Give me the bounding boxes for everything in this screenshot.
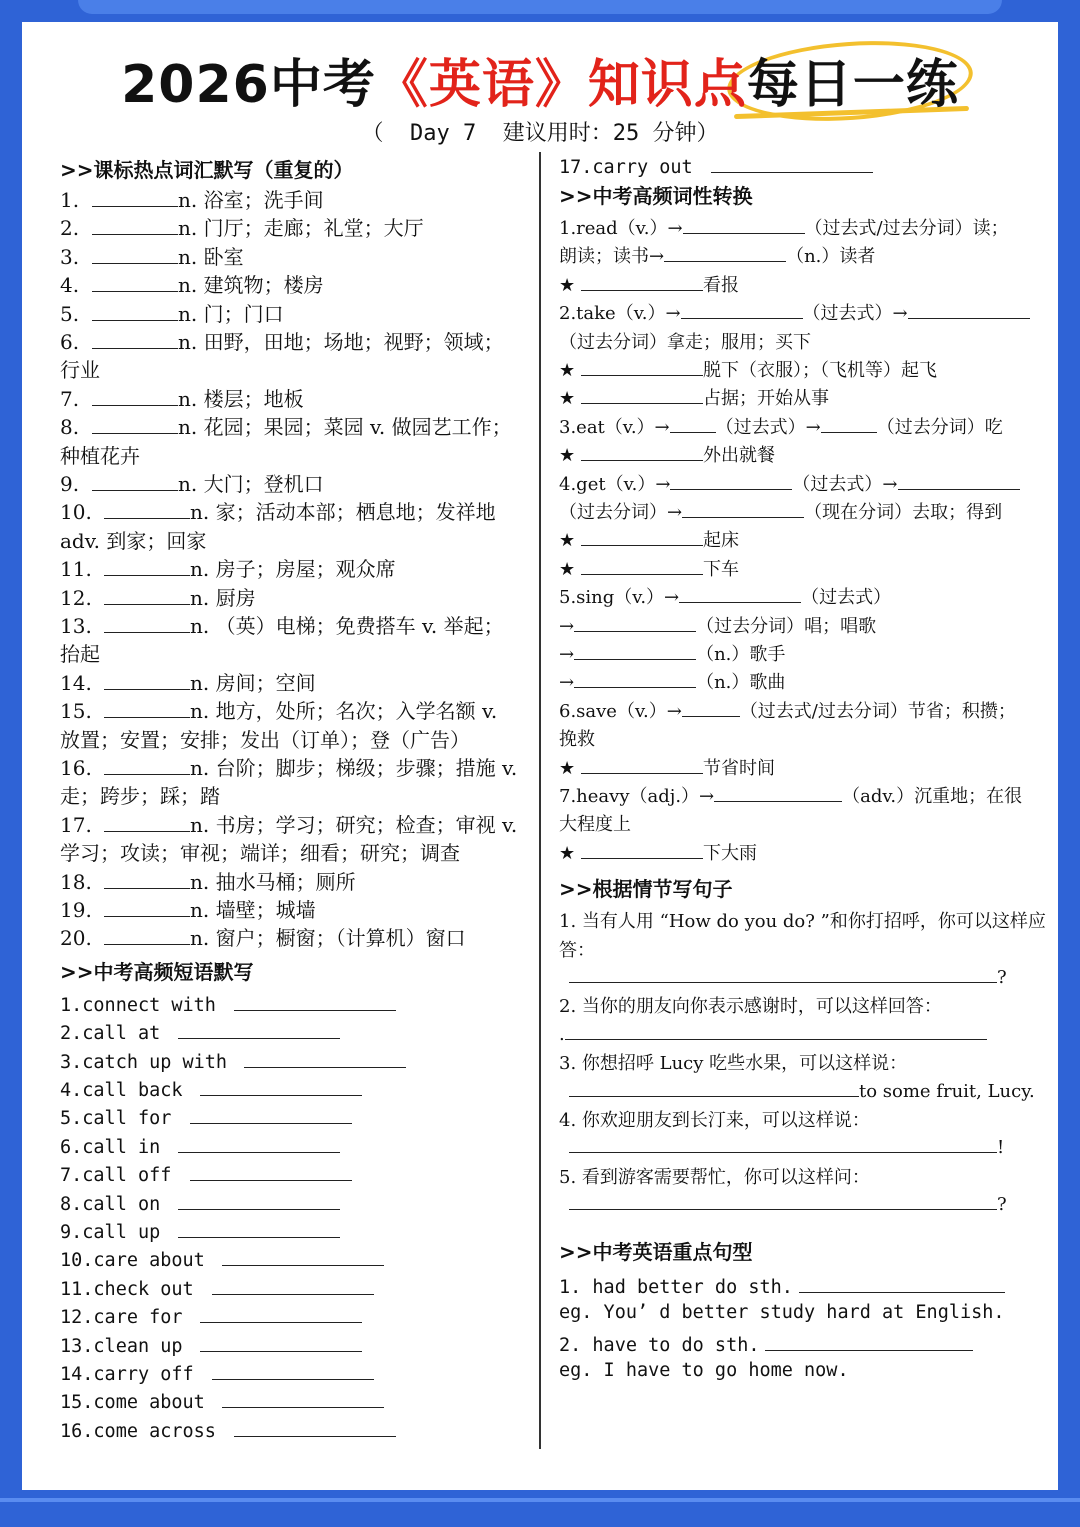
answer-blank[interactable] [92,472,178,491]
sentence-question: 4. 你欢迎朋友到长汀来，可以这样说： [559,1110,870,1131]
conversion-label: （现在分词）去取；得到 [804,502,1003,523]
section-heading-vocab: >>课标热点词汇默写（重复的） [60,158,354,182]
answer-blank[interactable] [908,300,1030,319]
sentence-question: 1. 当有人用 “How do you do? ”和你打招呼，你可以这样应 [559,911,1046,933]
phrase-text: 10.care about [60,1250,205,1272]
conversion-prefix: ★ [559,558,576,580]
vocab-number: 3. [60,244,80,269]
conversion-item [559,612,876,638]
sentence-answer-line [559,1021,987,1045]
vocab-definition: n. 卧室 [178,244,244,269]
vocab-definition: n. 房子；房屋；观众席 [190,557,396,582]
vocab-item [60,383,304,412]
conversion-prefix: 5.sing（v.）→ [559,587,680,609]
answer-blank[interactable] [581,272,703,291]
vocab-number: 10. [60,500,92,525]
answer-blank[interactable] [104,756,190,775]
answer-blank[interactable] [581,527,703,546]
vocab-number: 16. [60,756,92,780]
conversion-prefix: ★ [559,757,576,779]
conversion-item [559,640,785,666]
pattern-text: 1. had better do sth. [559,1276,793,1298]
vocab-item [60,610,504,639]
answer-blank[interactable] [581,755,703,774]
answer-blank[interactable] [711,154,873,173]
answer-blank[interactable] [679,584,801,603]
answer-blank[interactable] [682,499,804,518]
vocab-number: 19. [60,898,92,922]
phrase-item [60,992,396,1016]
vocab-number: 2. [60,216,80,241]
conversion-prefix: 4.get（v.）→ [559,473,671,495]
conversion-prefix: 大程度上 [559,814,631,836]
vocab-item [60,468,324,497]
section-heading-conversion: >>中考高频词性转换 [559,184,753,208]
phrase-item [60,1333,362,1357]
conversion-prefix: （过去分词）拿走；服用；买下 [559,331,811,353]
vocab-number: 4. [60,273,80,298]
answer-blank[interactable] [222,1389,384,1408]
conversion-prefix: → [559,672,575,694]
answer-blank[interactable] [104,813,190,832]
vocab-item [60,411,512,440]
pattern-item [559,1274,1005,1298]
answer-blank[interactable] [244,1049,406,1068]
answer-blank[interactable] [574,669,696,688]
conversion-label: 起床 [703,530,739,552]
conversion-prefix: （过去分词）→ [559,502,683,523]
answer-blank[interactable] [104,500,190,519]
answer-blank[interactable] [670,414,716,433]
answer-end: ? [997,1194,1007,1216]
phrase-text: 8.call on [60,1193,161,1215]
conversion-item [559,697,1016,723]
answer-blank[interactable] [799,1274,1005,1293]
conversion-prefix: ★ [559,388,576,410]
answer-blank[interactable] [212,1361,374,1380]
answer-end: ? [997,967,1007,988]
vocab-number: 7. [60,386,80,411]
conversion-prefix: → [559,615,575,637]
phrase-text: 17.carry out [559,157,693,178]
answer-blank[interactable] [92,415,178,434]
phrase-item [60,1020,340,1044]
phrase-item [60,1361,374,1385]
answer-blank[interactable] [92,245,178,264]
conversion-item [559,384,829,410]
pattern-item [559,1332,973,1356]
conversion-label: 占据；开始从事 [703,388,829,410]
answer-blank[interactable] [581,840,703,859]
answer-blank[interactable] [104,699,190,718]
answer-blank[interactable] [212,1276,374,1295]
vocab-item [60,241,244,270]
answer-blank[interactable] [664,243,786,262]
answer-blank[interactable] [569,964,997,983]
vocab-number: 14. [60,670,92,695]
phrase-item [60,1049,406,1073]
phrase-text: 3.catch up with [60,1051,228,1073]
page-subtitle: （ Day 7 建议用时：25 分钟） [361,121,719,146]
conversion-label: 下大雨 [703,842,757,864]
phrase-text: 2.call at [60,1023,161,1045]
answer-blank[interactable] [178,1219,340,1238]
conversion-item [559,583,891,609]
answer-blank[interactable] [92,330,178,349]
answer-start: . [559,1023,565,1045]
answer-blank[interactable] [821,414,877,433]
answer-blank[interactable] [765,1332,973,1351]
sentence-question: 5. 看到游客需要帮忙，你可以这样问： [559,1166,870,1188]
vocab-definition: n. （英）电梯；免费搭车 v. 举起； [190,614,504,638]
vocab-number: 13. [60,614,92,638]
vocab-item [60,809,517,838]
answer-blank[interactable] [92,387,178,406]
conversion-label: （过去分词）唱；唱歌 [696,615,877,637]
phrase-item [60,1191,340,1215]
phrase-item [60,1219,340,1243]
conversion-item [559,526,739,552]
vocab-item [60,667,316,696]
vocab-definition: n. 建筑物；楼房 [178,273,324,298]
answer-blank[interactable] [104,586,190,605]
answer-blank[interactable] [200,1304,362,1323]
worksheet [22,22,1058,1490]
answer-blank[interactable] [581,357,703,376]
phrase-text: 13.clean up [60,1335,183,1357]
vocab-definition: n. 花园；果园；菜园 v. 做园艺工作； [178,415,512,440]
bottom-bar [0,1490,1080,1527]
phrase-text: 16.come across [60,1420,216,1442]
answer-blank[interactable] [714,783,842,802]
conversion-item [559,725,595,751]
answer-blank[interactable] [670,471,792,490]
conversion-item [559,413,1003,439]
answer-end: to some fruit, Lucy. [859,1080,1035,1102]
vocab-definition: n. 书房；学习；研究；检查；审视 v. [190,812,518,837]
conversion-prefix: → [559,644,575,665]
answer-blank[interactable] [92,302,178,321]
conversion-prefix: 3.eat（v.）→ [559,416,670,438]
answer-blank[interactable] [104,898,190,917]
vocab-item [60,866,356,895]
phrase-item [60,1276,374,1300]
conversion-item [559,271,739,297]
vocab-item [60,184,324,213]
conversion-item [559,470,1020,496]
phrase-text: 5.call for [60,1108,172,1130]
phrase-text: 7.call off [60,1165,172,1187]
phrase-item [60,1162,352,1186]
conversion-label: （n.）歌手 [696,644,786,665]
sentence-answer-line [559,1134,1004,1158]
vocab-item [60,922,466,951]
conversion-item [559,214,1009,240]
phrase-item [60,1418,396,1442]
vocab-definition: n. 地方，处所；名次；入学名额 v. [190,699,498,724]
vocab-definition: n. 门厅；走廊；礼堂；大厅 [178,216,424,241]
answer-blank[interactable] [92,273,178,292]
vocab-item-continued: adv. 到家；回家 [60,528,207,553]
answer-blank[interactable] [683,215,805,234]
vocab-item-continued: 抬起 [60,642,100,667]
conversion-label: （adv.）沉重地；在很 [842,786,1023,807]
answer-blank[interactable] [681,300,803,319]
answer-blank[interactable] [178,1020,340,1039]
conversion-label: （过去式/过去分词）读； [804,218,1009,239]
vocab-number: 1. [60,188,80,212]
answer-blank[interactable] [569,1134,997,1153]
vocab-definition: n. 楼层；地板 [178,386,304,411]
phrase-text: 6.call in [60,1136,161,1158]
conversion-item [559,356,937,382]
answer-blank[interactable] [574,641,696,660]
vocab-item [60,582,256,611]
conversion-label: 外出就餐 [703,445,775,467]
answer-blank[interactable] [569,1078,859,1097]
answer-blank[interactable] [234,1418,396,1437]
vocab-item-continued: 行业 [60,358,100,383]
vocab-definition: n. 浴室；洗手间 [178,188,324,212]
conversion-item [559,668,785,694]
vocab-number: 12. [60,585,92,610]
phrase-text: 9.call up [60,1222,161,1243]
phrase-text: 4.call back [60,1080,183,1101]
conversion-prefix: ★ [559,274,576,296]
phrase-text: 12.care for [60,1307,183,1329]
conversion-label: 看报 [703,274,739,296]
vocab-number: 17. [60,812,92,837]
conversion-label: 节省时间 [703,757,775,779]
answer-blank[interactable] [898,471,1020,490]
conversion-item [559,299,1030,325]
answer-blank[interactable] [104,870,190,889]
vocab-number: 18. [60,869,92,894]
section-heading-phrases: >>中考高频短语默写 [60,959,254,984]
conversion-prefix: 2.take（v.）→ [559,303,681,325]
answer-blank[interactable] [581,556,703,575]
page-title: 2026中考《英语》知识点每日一练 [121,55,959,115]
pattern-example: eg. You’ d better study hard at English. [559,1302,1005,1323]
answer-blank[interactable] [92,188,178,207]
vocab-definition: n. 房间；空间 [190,670,316,695]
vocab-item [60,894,316,923]
sentence-answer-line [559,1078,1035,1102]
conversion-label: （过去式） [801,587,892,609]
vocab-definition: n. 窗户；橱窗；（计算机）窗口 [190,926,466,951]
conversion-label: （过去式）→ [802,303,908,325]
section-heading-patterns: >>中考英语重点句型 [559,1239,753,1264]
sentence-answer-line [559,1191,1007,1215]
conversion-prefix: 1.read（v.）→ [559,218,683,239]
vocab-number: 9. [60,472,80,496]
vocab-item [60,695,497,724]
vocab-definition: n. 田野，田地；场地；视野；领域； [178,330,504,354]
conversion-prefix: ★ [559,445,576,467]
answer-blank[interactable] [178,1134,340,1153]
vocab-definition: n. 大门；登机口 [178,472,324,496]
vocab-definition: n. 门；门口 [178,301,284,326]
bottom-stripe [0,1498,1080,1502]
conversion-item [559,754,775,780]
top-tab [78,0,1002,14]
sentence-answer-line [559,964,1007,988]
conversion-item [559,498,1002,524]
top-bar [0,0,1080,24]
vocab-item-continued: 放置；安置；安排；发出（订单）；登（广告） [60,727,470,752]
answer-blank[interactable] [104,557,190,576]
answer-blank[interactable] [104,671,190,690]
vocab-definition: n. 厨房 [190,585,256,610]
vocab-item-continued: 学习；攻读；审视；端详；细看；研究；调查 [60,841,460,866]
phrase-text: 15.come about [60,1392,205,1414]
vocab-definition: n. 家；活动本部；栖息地；发祥地 [190,500,496,525]
section-heading-sentences: >>根据情节写句子 [559,877,733,902]
answer-blank[interactable] [234,992,396,1011]
vocab-item-continued: 种植花卉 [60,443,140,468]
phrase-item [60,1389,384,1413]
vocab-item [60,326,504,355]
answer-blank[interactable] [222,1247,384,1266]
vocab-definition: n. 台阶；脚步；梯级；步骤；措施 v. [190,756,518,780]
vocab-number: 8. [60,415,80,440]
phrase-item [60,1105,352,1129]
conversion-label: （过去式/过去分词）节省；积攒； [739,700,1016,722]
vocab-item [60,496,496,525]
phrase-item [559,154,873,178]
vocab-number: 20. [60,926,92,951]
answer-blank[interactable] [190,1105,352,1124]
answer-blank[interactable] [569,1191,997,1210]
conversion-prefix: ★ [559,842,576,864]
answer-blank[interactable] [104,614,190,633]
conversion-label-2: （过去分词）吃 [876,416,1003,438]
conversion-item [559,328,811,354]
conversion-prefix: ★ [559,360,576,381]
conversion-label: （n.）读者 [786,246,876,268]
answer-blank[interactable] [682,698,740,717]
conversion-prefix: ★ [559,530,576,552]
conversion-prefix: 朗读；读书→ [559,246,665,268]
pattern-example: eg. I have to go home now. [559,1360,849,1382]
vocab-definition: n. 抽水马桶；厕所 [190,869,356,894]
answer-blank[interactable] [190,1162,352,1181]
answer-blank[interactable] [104,926,190,945]
answer-blank[interactable] [200,1333,362,1352]
conversion-prefix: 7.heavy（adj.）→ [559,786,715,807]
answer-blank[interactable] [574,613,696,632]
sentence-question: 3. 你想招呼 Lucy 吃些水果，可以这样说： [559,1053,908,1075]
conversion-item [559,555,739,581]
sentence-question: 2. 当你的朋友向你表示感谢时，可以这样回答： [559,996,942,1018]
answer-blank[interactable] [92,216,178,235]
conversion-label: （过去式）→ [792,473,898,495]
column-divider [539,152,541,1449]
sentence-question-cont: 答： [559,939,595,961]
conversion-label: （n.）歌曲 [696,672,786,694]
vocab-number: 5. [60,301,80,326]
vocab-number: 11. [60,557,92,582]
phrase-item [60,1247,384,1271]
conversion-label: （过去式）→ [715,416,821,438]
phrase-item [60,1134,340,1158]
conversion-item [559,810,631,836]
phrase-text: 1.connect with [60,994,216,1016]
conversion-prefix: 6.save（v.）→ [559,700,682,722]
answer-blank[interactable] [178,1191,340,1210]
phrase-text: 11.check out [60,1278,194,1300]
conversion-label: 下车 [703,558,739,580]
conversion-item [559,782,1022,808]
answer-blank[interactable] [581,385,703,404]
vocab-item [60,269,324,298]
answer-blank[interactable] [565,1021,987,1040]
answer-end: ! [997,1137,1005,1159]
conversion-prefix: 挽救 [559,729,595,751]
vocab-item-continued: 走；跨步；踩；踏 [60,784,220,809]
pattern-text: 2. have to do sth. [559,1335,760,1356]
vocab-item [60,553,396,582]
phrase-item [60,1077,362,1101]
vocab-item [60,752,517,781]
conversion-label: 脱下（衣服）；（飞机等）起飞 [703,360,937,381]
vocab-item [60,212,424,241]
phrase-item [60,1304,362,1328]
conversion-item [559,242,875,268]
phrase-text: 14.carry off [60,1364,194,1385]
answer-blank[interactable] [200,1077,362,1096]
vocab-number: 6. [60,330,80,354]
conversion-item [559,839,757,865]
vocab-number: 15. [60,699,92,724]
vocab-definition: n. 墙壁；城墙 [190,898,316,922]
answer-blank[interactable] [581,442,703,461]
conversion-item [559,441,775,467]
vocab-item [60,298,284,327]
